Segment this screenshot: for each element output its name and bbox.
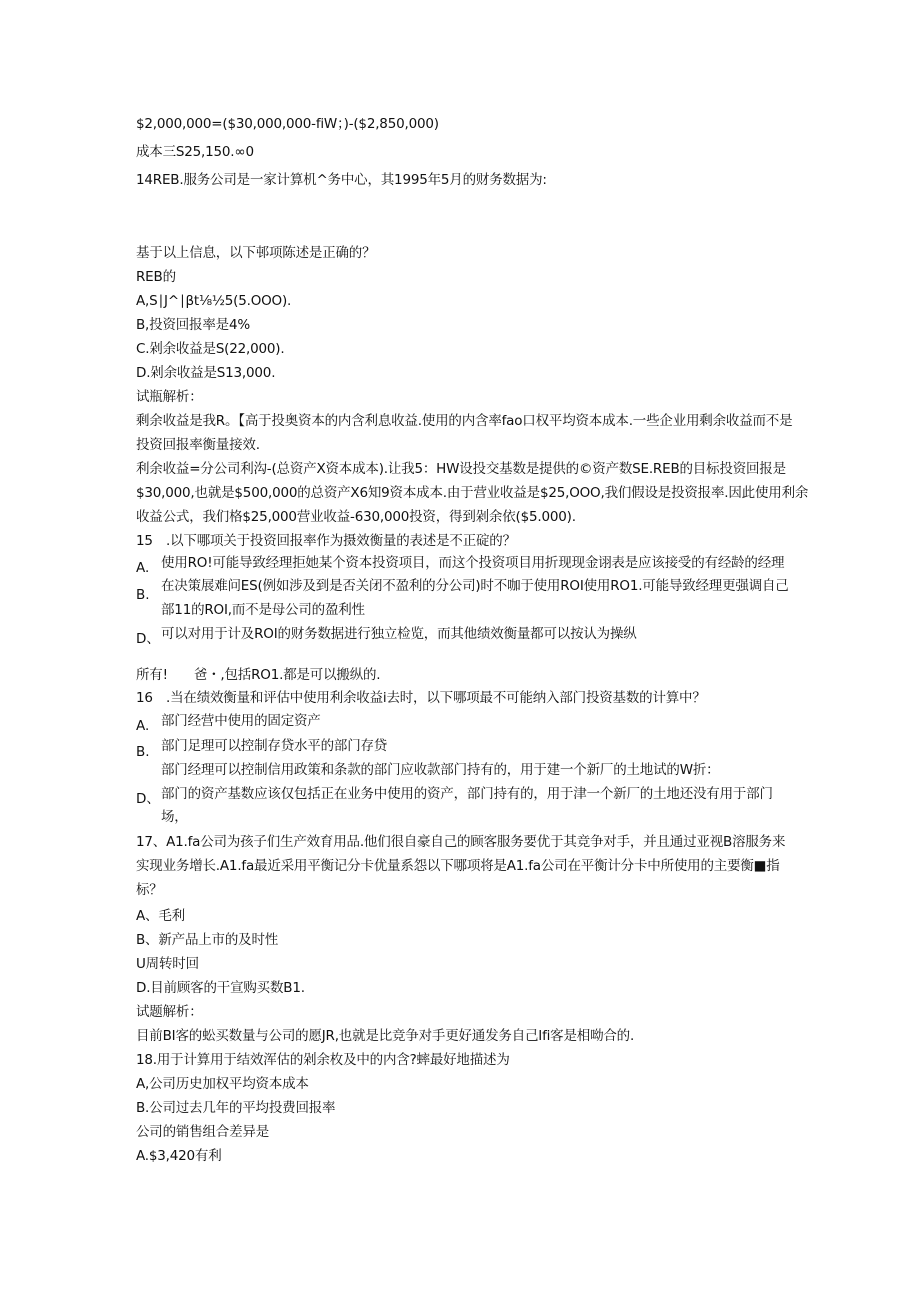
question-14-prompt: 基于以上信息，以下邨项陈述是正确的？: [136, 245, 376, 261]
question-text: .当在绩效衡量和评估中使用利余收益i去时，以下哪项最不可能纳入部门投资基数的计算中？: [166, 690, 706, 706]
option-text: 场，: [161, 809, 188, 825]
question-19-option-a: A.$3,420有利: [136, 1148, 222, 1164]
explanation-line: 收益公式，我们格$25,000营业收益-630,000投资，得到剁余依($5.000).: [136, 509, 576, 525]
option-label: A.: [136, 560, 150, 576]
question-18-option-a: A,公司历史加权平均资本成本: [136, 1076, 309, 1092]
explanation-line: 目前BI客的蚣买数量与公司的愿JR,也就是比竞争对手更好通发务自己Ifi客是相呦合的.: [136, 1028, 635, 1044]
option-label: A.: [136, 718, 150, 734]
option-text: 可以对用于计及ROI的财务数据进行独立检览，而其他绩效衡量都可以按认为操纵: [161, 626, 637, 642]
question-number: 16: [136, 690, 153, 706]
option-text: 部11的ROI,而不是母公司的盈利性: [161, 602, 365, 618]
question-17-line: 实现业务增长.A1.fa最近采用平衡记分卡优量系怨以下哪项将是A1.fa公司在平衡计分卡中所使用的主要衡■指: [136, 858, 780, 874]
question-17: 17、A1.fa公司为孩子们生产效育用品.他们很自豪自己的顾客服务要优于其竞争对手，并且通过亚视B溶服务来: [136, 834, 786, 850]
note-prefix: 所有!: [136, 667, 168, 683]
question-14: 14REB.服务公司是一家计算机^务中心，其1995年5月的财务数据为:: [136, 172, 547, 188]
option-label: D、: [136, 631, 160, 647]
option-label: B.: [136, 587, 150, 603]
option-text: 使用RO!可能导致经理拒她某个资本投资项目，而这个投资项目用折现现金诩表是应该接受的有经龄的经理: [161, 555, 785, 571]
option-text: 部门足理可以控制存贷水平的部门存贷: [161, 738, 388, 754]
option-text: 部门经理可以控制信用政策和条款的部门应收款部门持有的，用于建一个新厂的土地试的W折：: [161, 762, 720, 778]
option-label: D、: [136, 791, 160, 807]
note-text: 爸・,包括RO1.都是可以搬纵的.: [193, 667, 381, 683]
question-18: 18.用于计算用于结效浑估的剁余枚及中的内含?蟀最好地描述为: [136, 1052, 510, 1068]
explanation-heading: 试瓶解析：: [136, 389, 203, 405]
question-14-option-c: C.剁余收益是S(22,000).: [136, 341, 285, 357]
explanation-heading: 试题解析：: [136, 1004, 203, 1020]
question-19: 公司的销售组合差异是: [136, 1124, 269, 1140]
question-15: [136, 532, 516, 550]
question-16: [136, 689, 706, 707]
explanation-line: $30,000,也就是$500,000的总资产X6知9资本成本.由于营业收益是$25,OOO,我们假设是投资报率.因此使用利余: [136, 485, 809, 501]
question-18-option-b: B.公司过去几年的平均投费回报率: [136, 1100, 336, 1116]
question-17-option-d: D.目前顾客的干宣购买数B1.: [136, 980, 305, 996]
question-14-stem: REB的: [136, 269, 176, 285]
question-17-line: 标？: [136, 882, 163, 898]
explanation-line: 投资回报率衡量接效.: [136, 437, 260, 453]
question-14-option-d: D.剁余收益是S13,000.: [136, 365, 276, 381]
question-17-option-b: B、新产品上市的及时性: [136, 932, 279, 948]
option-label: B.: [136, 744, 150, 760]
question-text: .以下哪项关于投资回报率作为摄效衡量的表述是不正碇的？: [166, 533, 516, 549]
option-text: 部门经营中使用的固定资产: [161, 713, 321, 729]
question-number: 15: [136, 533, 153, 549]
question-14-option-b: B,投资回报率是4%: [136, 317, 250, 333]
explanation-line: 剩余收益是我R。【高于投奥资本的内含利息收益.使用的内含率fao口权平均资本成本.一些企业用剩余收益而不是: [136, 413, 793, 429]
explanation-line: 利余收益=分公司利沟-(总资产X资本成本).让我5：HW设投交基数是提供的©资产数SE.REB的目标投资回报是: [136, 461, 786, 477]
question-14-option-a: A,S∣J^∣βt⅛½5(5.OOO).: [136, 293, 292, 309]
question-17-option-c: U周转时回: [136, 956, 199, 972]
question-17-option-a: A、毛利: [136, 908, 185, 924]
formula-line: $2,000,000=($30,000,000-fiW；)-($2,850,000): [136, 116, 439, 132]
note-line: [136, 666, 380, 684]
cost-line: 成本三S25,150.∞0: [136, 144, 254, 160]
option-text: 部门的资产基数应该仅包括正在业务中使用的资产，部门持有的，用于津一个新厂的土地还没有用于部门: [161, 786, 773, 802]
option-text: 在决策展难问ES(例如涉及到是否关闭不盈利的分公司)时不咖于使用ROI使用RO1.可能导致经理更强调自己: [161, 578, 789, 594]
